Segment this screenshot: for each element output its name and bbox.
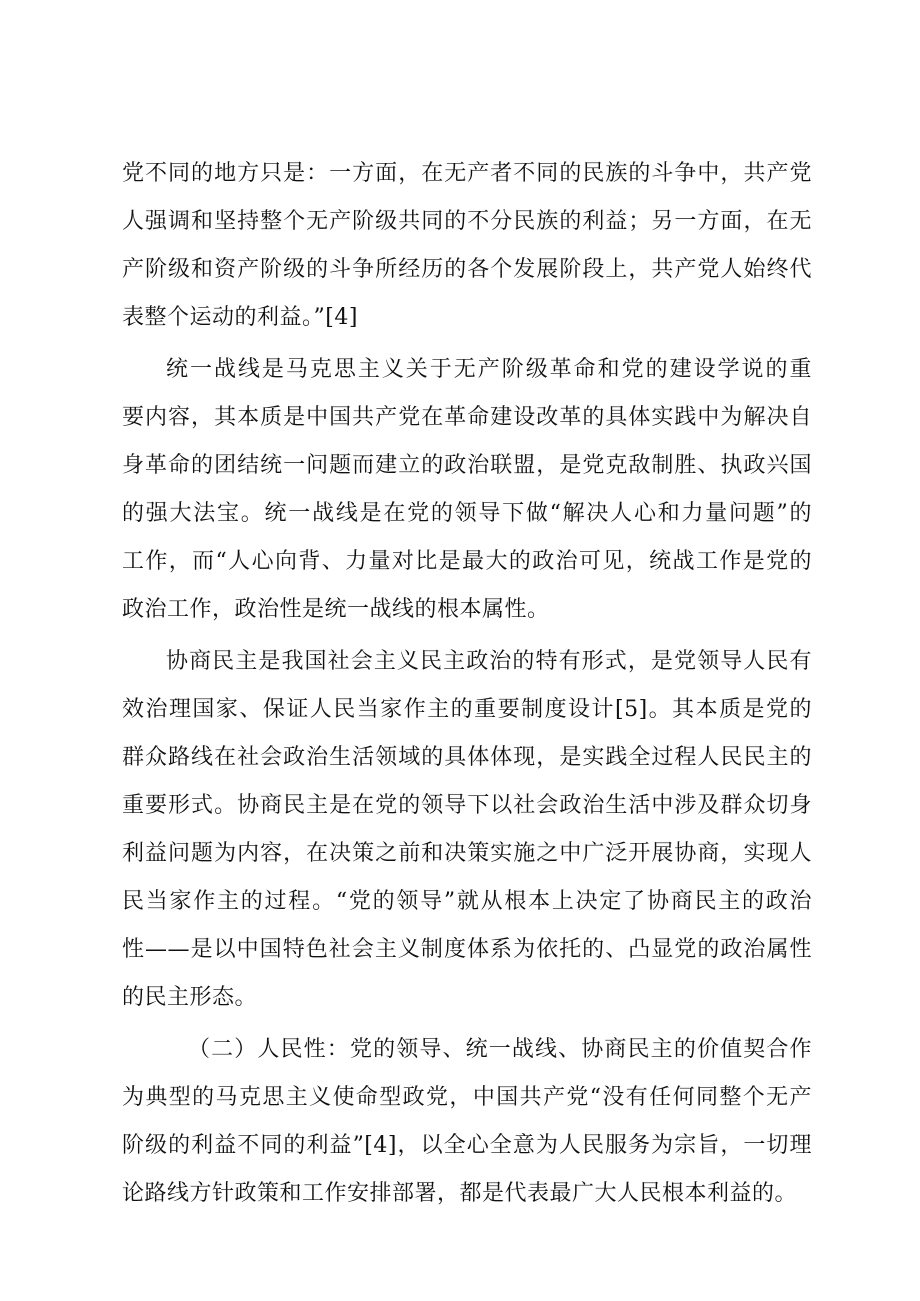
- text-line: 身革命的团结统一问题而建立的政治联盟，是党克敌制胜、执政兴国: [122, 453, 812, 478]
- paragraph: [122, 1026, 812, 1218]
- text-line: 工作，而“人心向背、力量对比是最大的政治可见，统战工作是党的: [122, 549, 812, 574]
- text-line: 利益问题为内容，在决策之前和决策实施之中广泛开展协商，实现人: [122, 841, 812, 866]
- text-line: 效治理国家、保证人民当家作主的重要制度设计[5]。其本质是党的: [122, 697, 812, 722]
- text-line: 党不同的地方只是：一方面，在无产者不同的民族的斗争中，共产党: [122, 161, 812, 186]
- text-line: 论路线方针政策和工作安排部署，都是代表最广大人民根本利益的。: [122, 1181, 798, 1206]
- text-line: 协商民主是我国社会主义民主政治的特有形式，是党领导人民有: [166, 649, 812, 674]
- paragraph: [122, 638, 812, 1022]
- text-line: 的民主形态。: [122, 985, 258, 1010]
- text-line: 统一战线是马克思主义关于无产阶级革命和党的建设学说的重: [166, 357, 812, 382]
- text-line: 产阶级和资产阶级的斗争所经历的各个发展阶段上，共产党人始终代: [122, 257, 812, 282]
- text-line: 为典型的马克思主义使命型政党，中国共产党“没有任何同整个无产: [122, 1085, 812, 1110]
- text-line: 要内容，其本质是中国共产党在革命建设改革的具体实践中为解决自: [122, 405, 812, 430]
- body-text: [122, 150, 812, 1218]
- paragraph: [122, 150, 812, 342]
- text-line: 性——是以中国特色社会主义制度体系为依托的、凸显党的政治属性: [122, 937, 812, 962]
- text-line: 重要形式。协商民主是在党的领导下以社会政治生活中涉及群众切身: [122, 793, 812, 818]
- text-line: 群众路线在社会政治生活领域的具体体现，是实践全过程人民民主的: [122, 745, 812, 770]
- paragraph: [122, 346, 812, 634]
- text-line: 阶级的利益不同的利益”[4]，以全心全意为人民服务为宗旨，一切理: [122, 1133, 812, 1158]
- text-line: 民当家作主的过程。“党的领导”就从根本上决定了协商民主的政治: [122, 889, 812, 914]
- text-line: 政治工作，政治性是统一战线的根本属性。: [122, 597, 550, 622]
- text-line: 人强调和坚持整个无产阶级共同的不分民族的利益；另一方面，在无: [122, 209, 812, 234]
- section-heading-line: （二）人民性：党的领导、统一战线、协商民主的价值契合作: [188, 1037, 812, 1062]
- text-line: 的强大法宝。统一战线是在党的领导下做“解决人心和力量问题”的: [122, 501, 812, 526]
- text-line: 表整个运动的利益。”[4]: [122, 305, 358, 330]
